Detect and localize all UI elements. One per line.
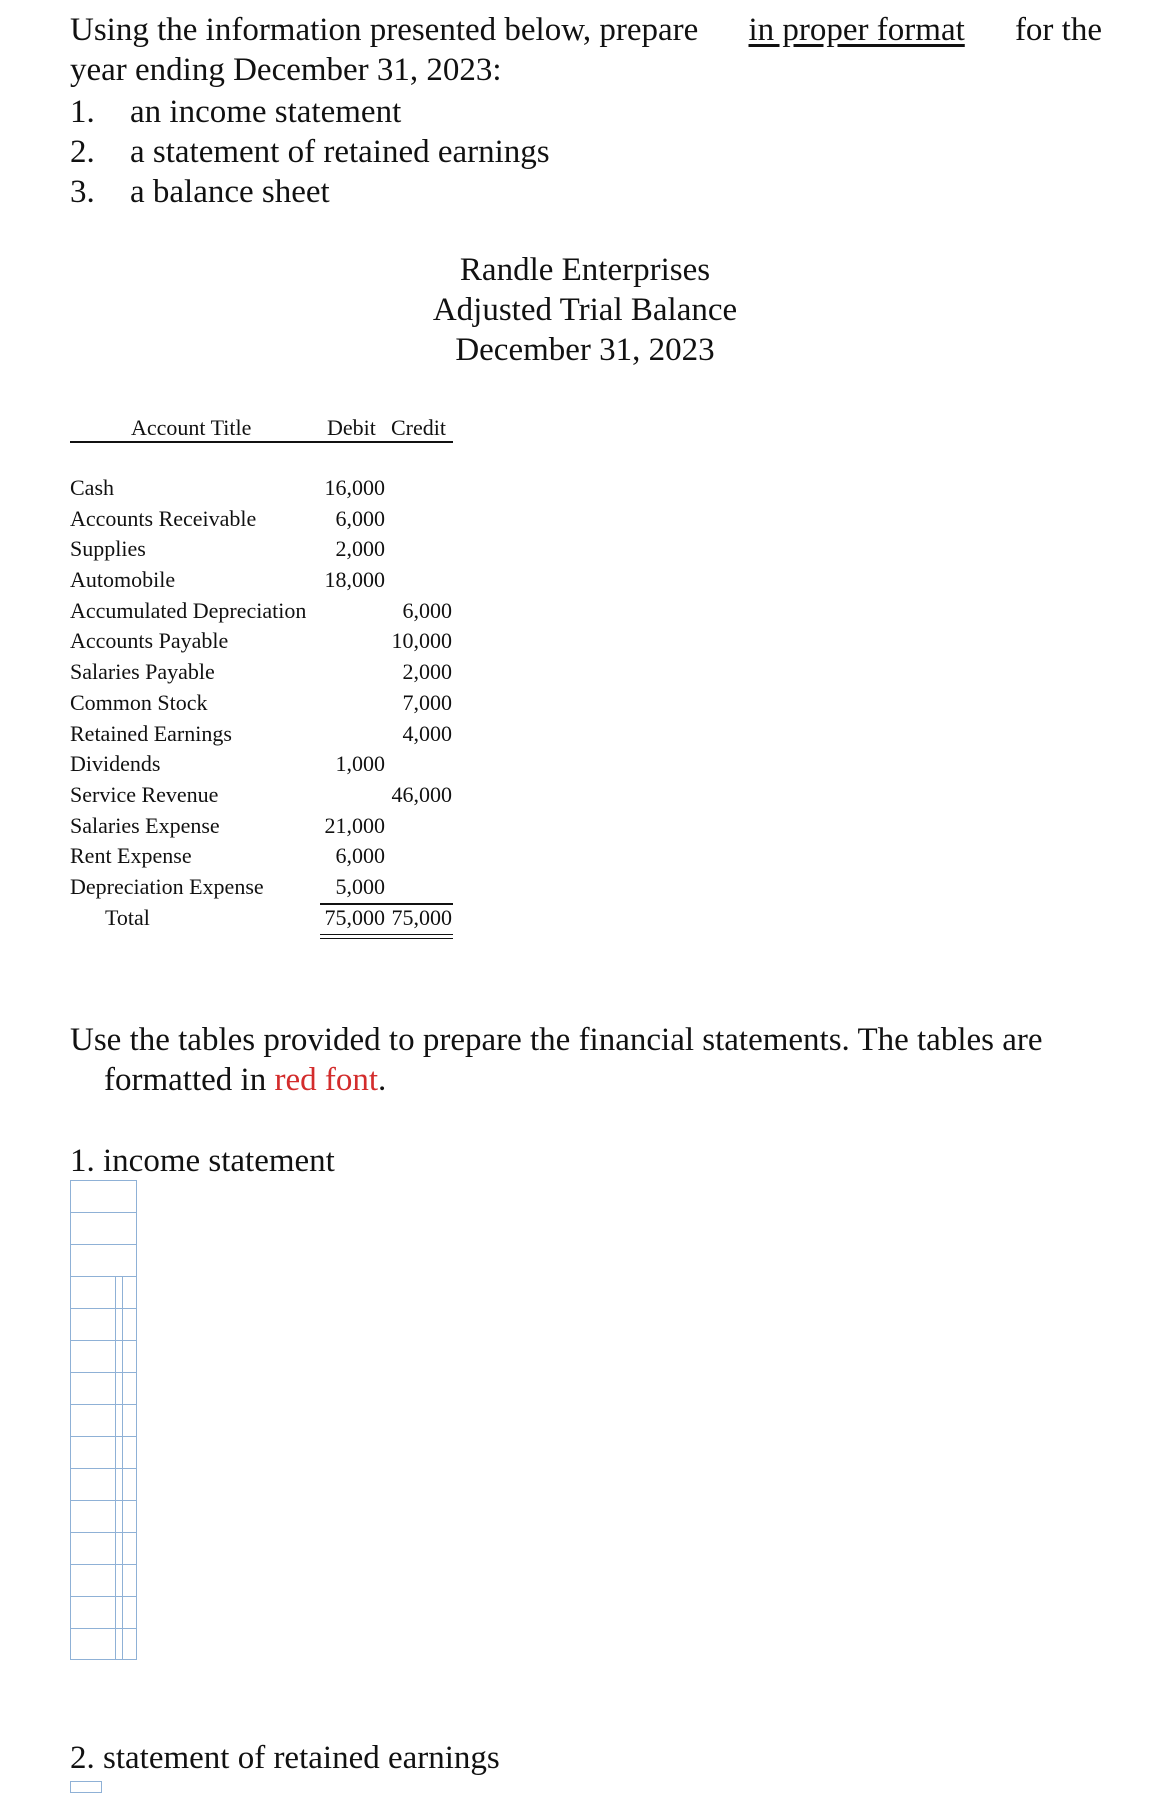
- col-header-credit: Credit: [391, 415, 446, 440]
- instruction-paragraph: [70, 1020, 1102, 1100]
- credit-amount: 4,000: [402, 720, 452, 746]
- credit-amount: 2,000: [402, 659, 452, 685]
- sum-rule: [320, 903, 453, 905]
- instruction-line-1: [70, 1020, 1102, 1060]
- table-row: [70, 626, 454, 657]
- account-title: Automobile: [70, 567, 176, 593]
- debit-amount: 6,000: [335, 843, 385, 869]
- total-debit: 75,000: [324, 904, 385, 930]
- table-row: [70, 719, 454, 750]
- table-cell[interactable]: [70, 1500, 137, 1532]
- col-header-debit: Debit: [327, 415, 376, 440]
- intro-paragraph: [70, 10, 1102, 90]
- total-credit: 75,000: [391, 904, 452, 930]
- income-statement-table[interactable]: [70, 1180, 137, 1660]
- credit-amount: 7,000: [402, 689, 452, 715]
- table-cell[interactable]: [70, 1308, 137, 1340]
- debit-amount: 18,000: [324, 567, 385, 593]
- intro-text-2: for the: [1014, 12, 1102, 48]
- task-text: a statement of retained earnings: [130, 134, 550, 170]
- debit-amount: 1,000: [335, 751, 385, 777]
- table-cell[interactable]: [70, 1244, 137, 1276]
- table-row: [70, 841, 454, 872]
- instruction-text-2: formatted in: [104, 1062, 267, 1098]
- table-row: [70, 811, 454, 842]
- task-item: [70, 172, 550, 212]
- report-date: December 31, 2023: [455, 332, 715, 368]
- task-list: [70, 92, 550, 212]
- table-row: [70, 749, 454, 780]
- task-text: a balance sheet: [130, 174, 330, 210]
- col-header-account: Account Title: [131, 415, 252, 440]
- credit-amount: 46,000: [391, 781, 452, 807]
- total-label: Total: [105, 904, 150, 930]
- debit-amount: 2,000: [335, 536, 385, 562]
- table-cell[interactable]: [70, 1404, 137, 1436]
- table-cell[interactable]: [70, 1372, 137, 1404]
- table-row: [70, 473, 454, 504]
- income-statement-label: 1. income statement: [70, 1143, 335, 1179]
- table-row: [70, 565, 454, 596]
- company-name: Randle Enterprises: [459, 252, 711, 288]
- table-cell[interactable]: [70, 1596, 137, 1628]
- table-row: [70, 780, 454, 811]
- account-title: Dividends: [70, 751, 161, 777]
- instruction-text: Use the tables provided to prepare the financial statements. The tables are: [70, 1022, 1043, 1058]
- instruction-period: .: [378, 1062, 387, 1098]
- account-title: Retained Earnings: [70, 720, 232, 746]
- credit-amount: 6,000: [402, 597, 452, 623]
- table-cell[interactable]: [70, 1180, 137, 1212]
- account-title: Depreciation Expense: [70, 873, 264, 899]
- table-cell[interactable]: [70, 1564, 137, 1596]
- total-row: [70, 903, 454, 934]
- account-title: Rent Expense: [70, 843, 192, 869]
- header-rule: [70, 441, 453, 443]
- intro-line-1: [70, 10, 1102, 50]
- table-cell[interactable]: [70, 1276, 137, 1308]
- table-cell[interactable]: [70, 1436, 137, 1468]
- account-title: Accumulated Depreciation: [70, 597, 307, 623]
- table-cell[interactable]: [70, 1628, 137, 1660]
- account-title: Accounts Payable: [70, 628, 229, 654]
- trial-balance-table: [70, 473, 454, 933]
- red-font-text: red font: [274, 1062, 378, 1098]
- task-number: 3.: [70, 174, 95, 210]
- table-row: [70, 657, 454, 688]
- table-cell[interactable]: [70, 1340, 137, 1372]
- table-row: [70, 534, 454, 565]
- table-row: [70, 596, 454, 627]
- intro-line-2: year ending December 31, 2023:: [70, 52, 502, 88]
- credit-amount: 10,000: [391, 628, 452, 654]
- table-cell[interactable]: [70, 1532, 137, 1564]
- account-title: Supplies: [70, 536, 146, 562]
- table-row: [70, 504, 454, 535]
- task-text: an income statement: [130, 94, 402, 130]
- task-item: [70, 92, 550, 132]
- account-title: Common Stock: [70, 689, 208, 715]
- table-row: [70, 872, 454, 903]
- report-title: Adjusted Trial Balance: [432, 292, 738, 328]
- debit-amount: 5,000: [335, 873, 385, 899]
- statement-heading: [380, 250, 790, 370]
- debit-amount: 16,000: [324, 475, 385, 500]
- intro-underlined: in proper format: [748, 12, 965, 48]
- account-title: Cash: [70, 475, 114, 500]
- instruction-line-2: [70, 1060, 1102, 1100]
- account-title: Salaries Expense: [70, 812, 220, 838]
- table-cell[interactable]: [70, 1212, 137, 1244]
- intro-text-1: Using the information presented below, prepare: [70, 12, 699, 48]
- task-item: [70, 132, 550, 172]
- table-cell[interactable]: [70, 1468, 137, 1500]
- retained-earnings-label: 2. statement of retained earnings: [70, 1740, 500, 1776]
- debit-amount: 6,000: [335, 505, 385, 531]
- task-number: 1.: [70, 94, 95, 130]
- double-underline: [320, 934, 453, 939]
- table-row: [70, 688, 454, 719]
- retained-earnings-table[interactable]: [70, 1781, 102, 1793]
- task-number: 2.: [70, 134, 95, 170]
- account-title: Salaries Payable: [70, 659, 215, 685]
- account-title: Accounts Receivable: [70, 505, 257, 531]
- debit-amount: 21,000: [324, 812, 385, 838]
- account-title: Service Revenue: [70, 781, 219, 807]
